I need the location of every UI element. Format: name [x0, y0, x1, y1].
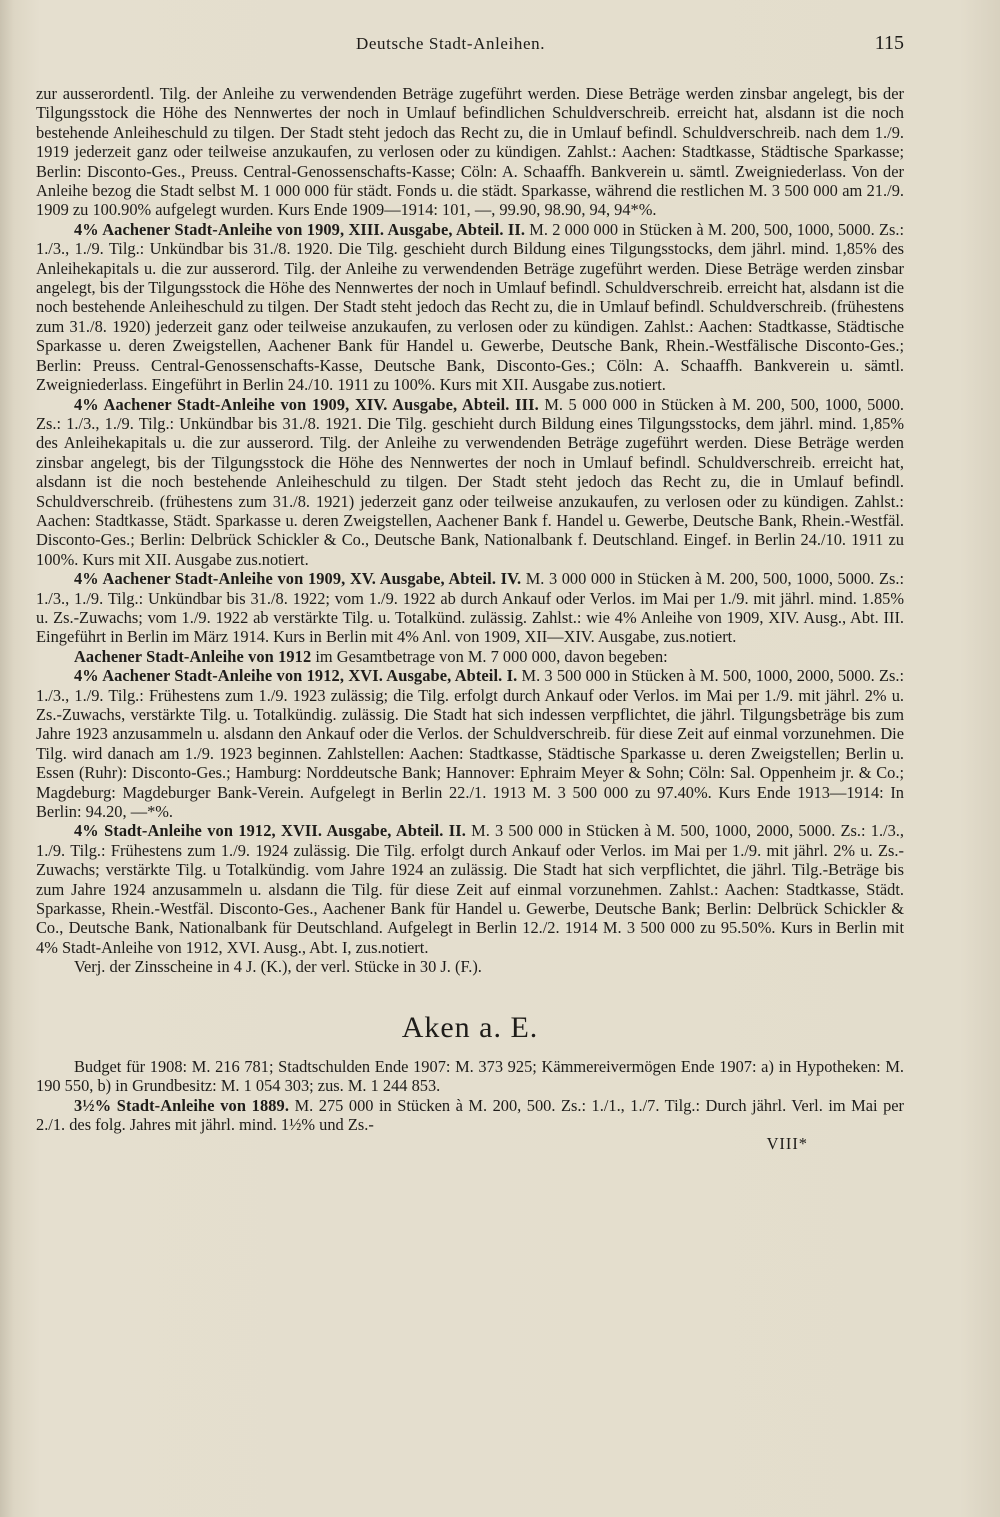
signature-mark: VIII*	[766, 1134, 808, 1154]
loan-title: 4% Aachener Stadt-Anleihe von 1912, XVI. Ausgabe, Abteil. I.	[74, 666, 518, 686]
loan-title: 3½% Stadt-Anleihe von 1889.	[74, 1095, 290, 1115]
loan-title: 4% Aachener Stadt-Anleihe von 1909, XIV. Ausgabe, Abteil. III.	[74, 394, 539, 414]
loan-entry	[36, 569, 904, 647]
page-header	[36, 34, 904, 58]
loan-body: M. 2 000 000 in Stücken à M. 200, 500, 1000, 5000. Zs.: 1./3., 1./9. Tilg.: Unkündbar bis 31./8. 1920. Die Tilg. geschieht durch Bildung eines Tilgungsstocks, dem jährl. mind. 1,85% des Anleihekapitals u. die zur ausserord. Tilg. der Anleihe zu verwendenden Beträge zugeführt werden. Diese Beträge werden zinsbar angelegt, bis der Tilgungsstock die Höhe des Nennwertes der noch in Umlauf befindl. Schuldverschreib. erreicht hat, alsdann ist die noch bestehende Anleiheschuld zu tilgen. Der Stadt steht jedoch das Recht zu, die in Umlauf befindl. Schuldverschreib. (frühestens zum 31./8. 1920) jederzeit ganz oder teilweise anzukaufen, zu verlosen oder zu kündigen. Zahlst.: Aachen: Stadtkasse, Städtische Sparkasse u. deren Zweigstellen, Aachener Bank für Handel u. Gewerbe, Deutsche Bank, Rhein.-Westfälische Disconto-Ges.; Berlin: Preuss. Central-Genossenschafts-Kasse, Deutsche Bank, Disconto-Ges.; Cöln: A. Schaaffh. Bankverein u. sämtl. Zweigniederlass. Eingeführt in Berlin 24./10. 1911 zu 100%. Kurs mit XII. Ausgabe zus.notiert.	[36, 219, 904, 395]
running-title: Deutsche Stadt-Anleihen.	[356, 34, 546, 53]
budget-text: Budget für 1908: M. 216 781; Stadtschulden Ende 1907: M. 373 925; Kämmereivermögen Ende 1907: a) in Hypotheken: M. 190 550, b) in Grundbesitz: M. 1 054 303; zus. M. 1 244 853.	[36, 1056, 904, 1096]
loan-title: Aachener Stadt-Anleihe von 1912	[74, 646, 312, 666]
page-number: 115	[874, 32, 904, 54]
loan-entry	[36, 395, 904, 570]
loan-body: im Gesamtbetrage von M. 7 000 000, davon begeben:	[311, 646, 668, 666]
loan-title: 4% Aachener Stadt-Anleihe von 1909, XIII. Ausgabe, Abteil. II.	[74, 219, 526, 239]
loan-entry	[36, 821, 904, 957]
budget-paragraph	[36, 1057, 904, 1096]
limitation-note	[36, 957, 904, 976]
loan-entry	[36, 220, 904, 395]
page-content	[36, 84, 904, 1154]
loan-body: M. 3 500 000 in Stücken à M. 500, 1000, 2000, 5000. Zs.: 1./3., 1./9. Tilg.: Frühestens zum 1./9. 1923 zulässig; die Tilg. erfolgt durch Ankauf oder Verlos. im Mai per 1./9. mit jährl. 2% u. Zs.-Zuwachs, verstärkte Tilg. u. Totalkündig. zulässig. Die Stadt hat sich indessen verpflichtet, die jährl. Tilgungsbeträge bis zum Jahre 1923 anzusammeln u. alsdann den Ankauf oder die Verlos. der Schuldverschreib. für diese Zeit auf einmal vorzunehmen. Die Tilg. wird danach am 1./9. 1923 beginnen. Zahlstellen: Aachen: Stadtkasse, Städtische Sparkasse u. deren Zweigstellen; Berlin u. Essen (Ruhr): Disconto-Ges.; Hamburg: Norddeutsche Bank; Hannover: Ephraim Meyer & Sohn; Cöln: Sal. Oppenheim jr. & Co.; Magdeburg: Magdeburger Bank-Verein. Aufgelegt in Berlin 22./1. 1913 M. 3 500 000 zu 97.40%. Kurs Ende 1913—1914: In Berlin: 94.20, —*%.	[36, 666, 905, 822]
paragraph-body: zur ausserordentl. Tilg. der Anleihe zu verwendenden Beträge zugeführt werden. Diese Beträge werden zinsbar angelegt, bis der Tilgungsstock die Höhe des Nennwertes der noch in Umlauf befindlichen Schuldverschreib. erreicht hat, alsdann ist die noch bestehende Anleiheschuld zu tilgen. Der Stadt steht jedoch das Recht zu, die in Umlauf befindl. Schuldverschreib. nach dem 1./9. 1919 jederzeit ganz oder teilweise anzukaufen, zu verlosen oder zu kündigen. Zahlst.: Aachen: Stadtkasse, Städtische Sparkasse; Berlin: Disconto-Ges., Preuss. Central-Genossenschafts-Kasse; Cöln: A. Schaaffh. Bankverein u. sämtl. Zweigniederlass. Von der Anleihe bezog die Stadt selbst M. 1 000 000 für städt. Fonds u. die städt. Sparkasse, während die restlichen M. 3 500 000 am 21./9. 1909 zu 100.90% aufgelegt wurden. Kurs Ende 1909—1914: 101, —, 99.90, 98.90, 94, 94*%.	[36, 84, 904, 220]
loan-body: M. 5 000 000 in Stücken à M. 200, 500, 1000, 5000. Zs.: 1./3., 1./9. Tilg.: Unkündbar bis 31./8. 1921. Die Tilg. geschieht durch Bildung eines Tilgungsstocks, dem jährl. mind. 1,85% des Anleihekapitals u. die zur ausserord. Tilg. der Anleihe zu verwendenden Beträge zugeführt werden. Diese Beträge werden zinsbar angelegt, bis der Tilgungsstock die Höhe des Nennwertes der noch in Umlauf befindl. Schuldverschreib. erreicht hat, alsdann ist die noch bestehende Anleiheschuld zu tilgen. Der Stadt steht jedoch das Recht zu, die in Umlauf befindl. Schuldverschreib. (frühestens zum 31./8. 1921) jederzeit ganz oder teilweise anzukaufen, zu verlosen oder zu kündigen. Zahlst.: Aachen: Stadtkasse, Städt. Sparkasse u. deren Zweigstellen, Aachener Bank f. Handel u. Gewerbe, Deutsche Bank, Rhein.-Westfäl. Disconto-Ges.; Berlin: Delbrück Schickler & Co., Deutsche Bank, Nationalbank f. Deutschland. Eingef. in Berlin 24./10. 1911 zu 100%. Kurs mit XII. Ausgabe zus.notiert.	[36, 394, 905, 569]
loan-body: M. 275 000 in Stücken à M. 200, 500. Zs.: 1./1., 1./7. Tilg.: Durch jährl. Verl. im Mai per 2./1. des folg. Jahres mit jährl. mind. 1½% und Zs.-	[36, 1095, 904, 1134]
loan-entry	[36, 1096, 904, 1135]
limitation-text: Verj. der Zinsscheine in 4 J. (K.), der verl. Stücke in 30 J. (F.).	[74, 957, 482, 977]
loan-body: M. 3 500 000 in Stücken à M. 500, 1000, 2000, 5000. Zs.: 1./3., 1./9. Tilg.: Frühestens zum 1./9. 1924 zulässig. Die Tilg. erfolgt durch Ankauf oder Verlos. im Mai per 1./9. mit jährl. 2% u. Zs.-Zuwachs; verstärkte Tilg. u Totalkündig. vom Jahre 1924 an zulässig. Die Stadt hat sich verpflichtet, die jährl. Tilg.-Beträge bis zum Jahre 1924 anzusammeln u. alsdann die Tilg. für diese Zeit auf einmal vorzunehmen. Zahlst.: Aachen: Stadtkasse, Städt. Sparkasse, Rhein.-Westfäl. Disconto-Ges., Aachener Bank für Handel u. Gewerbe, Deutsche Bank; Berlin: Delbrück Schickler & Co., Deutsche Bank, Nationalbank für Deutschland. Aufgelegt in Berlin 12./2. 1914 M. 3 500 000 zu 95.50%. Kurs in Berlin mit 4% Stadt-Anleihe von 1912, XVI. Ausg., Abt. I, zus.notiert.	[36, 821, 904, 957]
paragraph-continuation	[36, 84, 904, 220]
loan-title: 4% Aachener Stadt-Anleihe von 1909, XV. Ausgabe, Abteil. IV.	[74, 569, 522, 589]
loan-body: M. 3 000 000 in Stücken à M. 200, 500, 1000, 5000. Zs.: 1./3., 1./9. Tilg.: Unkündbar bis 31./8. 1922; vom 1./9. 1922 ab durch Ankauf oder Verlos. im Mai per 1./9. mit jährl. mind. 1.85% u. Zs.-Zuwachs; vom 1./9. 1922 ab verstärkte Tilg. u. Totalkünd. zulässig. Zahlst.: wie 4% Anleihe von 1909, XIV. Ausg., Abt. III. Eingeführt in Berlin im März 1914. Kurs in Berlin mit 4% Anl. von 1909, XII—XIV. Ausgabe, zus.notiert.	[36, 569, 904, 647]
section-heading-aken: Aken a. E.	[401, 1010, 539, 1044]
loan-title: 4% Stadt-Anleihe von 1912, XVII. Ausgabe, Abteil. II.	[74, 821, 466, 841]
loan-entry	[36, 647, 904, 666]
loan-entry	[36, 666, 904, 821]
